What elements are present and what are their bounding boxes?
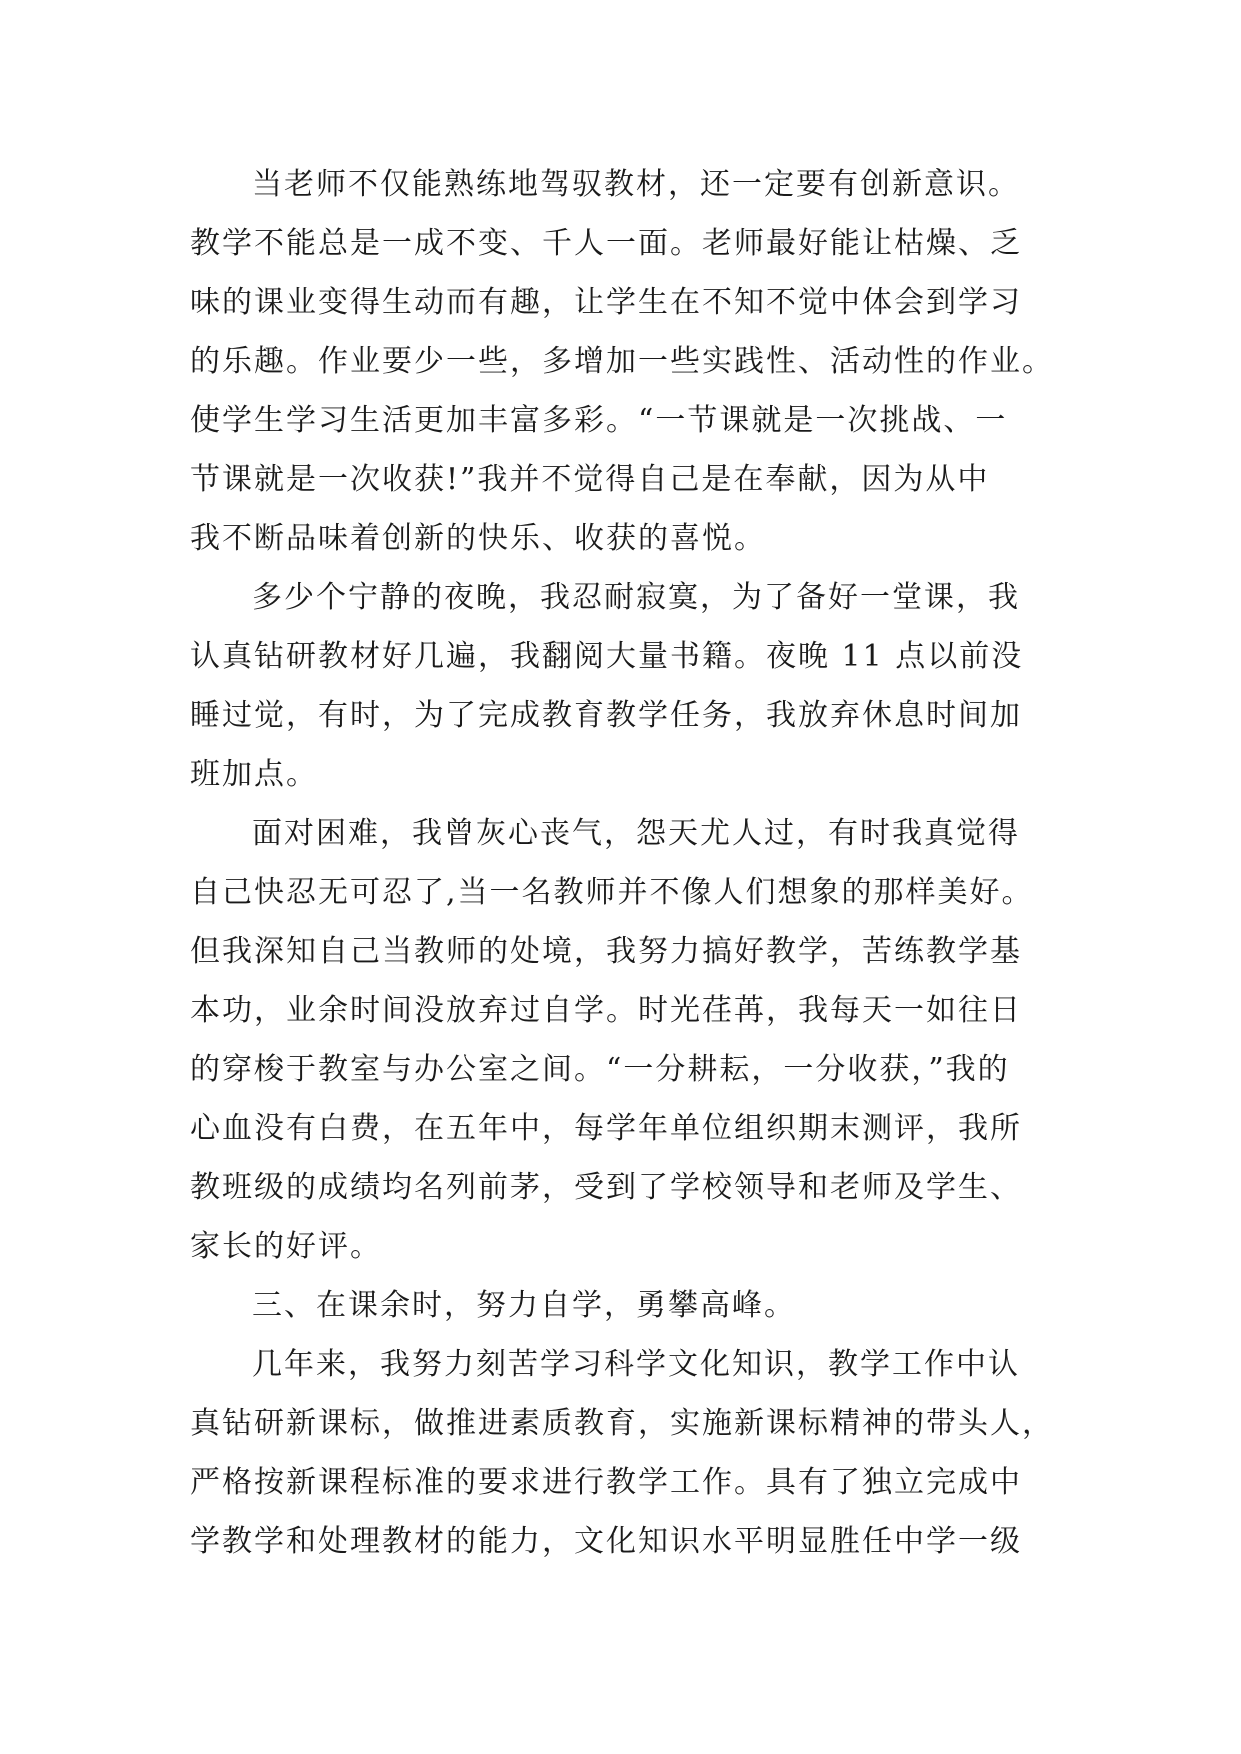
- text-line: 节课就是一次收获!”我并不觉得自己是在奉献，因为从中: [190, 462, 990, 497]
- text-line: 严格按新课程标准的要求进行教学工作。具有了独立完成中: [190, 1465, 1022, 1500]
- text-line: 真钻研新课标，做推进素质教育，实施新课标精神的带头人，: [190, 1406, 1054, 1441]
- text-line: 的穿梭于教室与办公室之间。“一分耕耘，一分收获，”我的: [190, 1052, 1010, 1087]
- text-line: 教学不能总是一成不变、千人一面。老师最好能让枯燥、乏: [190, 226, 1022, 261]
- text-line: 当老师不仅能熟练地驾驭教材，还一定要有创新意识。: [252, 167, 1020, 202]
- text-line: 心血没有白费，在五年中，每学年单位组织期末测评，我所: [190, 1111, 1022, 1146]
- section-heading: 三、在课余时，努力自学，勇攀高峰。: [252, 1288, 796, 1323]
- text-line: 几年来，我努力刻苦学习科学文化知识，教学工作中认: [252, 1347, 1020, 1382]
- text-line: 本功，业余时间没放弃过自学。时光荏苒，我每天一如往日: [190, 993, 1022, 1028]
- text-line: 学教学和处理教材的能力，文化知识水平明显胜任中学一级: [190, 1524, 1022, 1559]
- text-line: 教班级的成绩均名列前茅，受到了学校领导和老师及学生、: [190, 1170, 1022, 1205]
- text-line: 家长的好评。: [190, 1229, 382, 1264]
- text-line: 使学生学习生活更加丰富多彩。“一节课就是一次挑战、一: [190, 403, 1008, 438]
- text-line: 面对困难，我曾灰心丧气，怨天尤人过，有时我真觉得: [252, 816, 1020, 851]
- text-line: 的乐趣。作业要少一些，多增加一些实践性、活动性的作业。: [190, 344, 1054, 379]
- text-line: 味的课业变得生动而有趣，让学生在不知不觉中体会到学习: [190, 285, 1022, 320]
- text-line: 多少个宁静的夜晚，我忍耐寂寞，为了备好一堂课，我: [252, 580, 1020, 615]
- text-line: 自己快忍无可忍了,当一名教师并不像人们想象的那样美好。: [190, 875, 1034, 910]
- text-line: 睡过觉，有时，为了完成教育教学任务，我放弃休息时间加: [190, 698, 1022, 733]
- text-line: 我不断品味着创新的快乐、收获的喜悦。: [190, 521, 766, 556]
- document-body: [190, 155, 1060, 1571]
- text-line: 班加点。: [190, 757, 318, 792]
- text-line: 认真钻研教材好几遍，我翻阅大量书籍。夜晚 11 点以前没: [190, 639, 1024, 674]
- text-line: 但我深知自己当教师的处境，我努力搞好教学，苦练教学基: [190, 934, 1022, 969]
